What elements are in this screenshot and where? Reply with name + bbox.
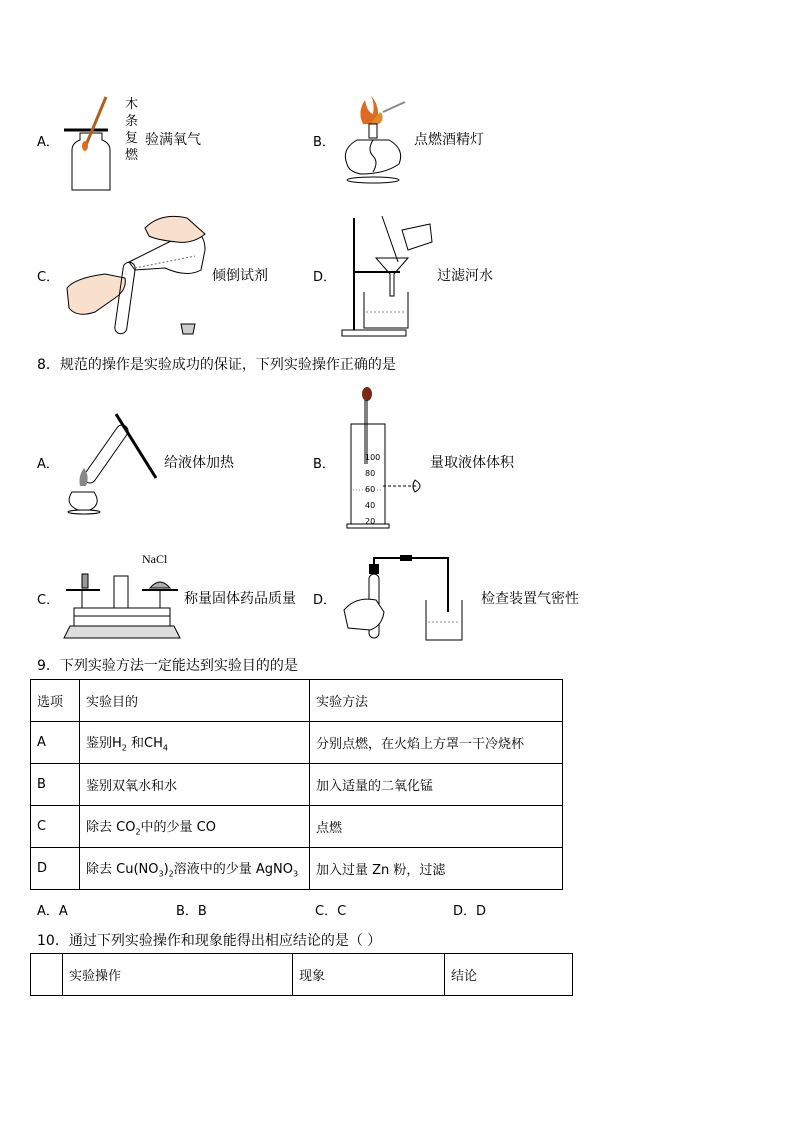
- q7-option-c-caption: 倾倒试剂: [212, 268, 268, 284]
- q8-stem: 8．规范的操作是实验成功的保证，下列实验操作正确的是: [37, 357, 396, 373]
- nacl-label: NaCl: [142, 552, 168, 566]
- heating-liquid-figure: [60, 410, 160, 515]
- row-purpose: 除去 $CO_2$中的少量 CO: [80, 806, 310, 848]
- header-operation: 实验操作: [63, 954, 293, 996]
- row-purpose: 除去 $Cu(NO_3)_2$溶液中的少量 AgNO$_3$: [80, 848, 310, 890]
- balance-figure: [62, 568, 182, 644]
- table-row: [31, 722, 563, 764]
- q7-option-b-letter: B．: [313, 135, 335, 150]
- header-method: 实验方法: [310, 680, 563, 722]
- oxygen-bottle-figure: [62, 95, 132, 195]
- q7-option-a-caption: 验满氧气: [145, 132, 201, 148]
- q8-option-b-caption: 量取液体体积: [430, 455, 514, 471]
- q9-choice-a: A．A: [37, 904, 68, 919]
- row-purpose: 鉴别$H_2$ 和$CH_4$: [80, 722, 310, 764]
- q9-stem: 9．下列实验方法一定能达到实验目的的是: [37, 658, 298, 674]
- q8-option-d-letter: D．: [313, 593, 337, 608]
- graduated-cylinder-figure: [345, 384, 430, 532]
- header-blank: [31, 954, 63, 996]
- row-option: A: [31, 722, 80, 764]
- q9-choice-b: B．B: [176, 904, 207, 919]
- header-option: 选项: [31, 680, 80, 722]
- q9-choice-d: D．D: [453, 904, 487, 919]
- header-phenomenon: 现象: [293, 954, 445, 996]
- q9-choice-c: C．C: [315, 904, 347, 919]
- row-option: B: [31, 764, 80, 806]
- table-row: [31, 764, 563, 806]
- table-header-row: [31, 954, 573, 996]
- table-row: [31, 806, 563, 848]
- row-method: 加入过量 Zn 粉，过滤: [310, 848, 563, 890]
- q7-option-b-caption: 点燃酒精灯: [414, 132, 484, 148]
- header-conclusion: 结论: [445, 954, 573, 996]
- cylinder-scale: 100 80 60 40 20: [365, 453, 381, 526]
- filtration-figure: [340, 212, 435, 340]
- row-method: 加入适量的二氧化锰: [310, 764, 563, 806]
- q8-option-b-letter: B．: [313, 457, 335, 472]
- table-row: [31, 848, 563, 890]
- row-purpose: 鉴别双氧水和水: [80, 764, 310, 806]
- airtightness-figure: [342, 552, 472, 644]
- header-purpose: 实验目的: [80, 680, 310, 722]
- table-header-row: [31, 680, 563, 722]
- row-method: 点燃: [310, 806, 563, 848]
- q7-option-c-letter: C．: [37, 270, 60, 285]
- q8-option-a-letter: A．: [37, 457, 59, 472]
- row-method: 分别点燃，在火焰上方罩一干冷烧杯: [310, 722, 563, 764]
- q10-stem: 10．通过下列实验操作和现象能得出相应结论的是（ ）: [37, 933, 382, 949]
- q7-option-d-caption: 过滤河水: [437, 268, 493, 284]
- alcohol-lamp-figure: [335, 94, 415, 184]
- wood-strip-label: 木 条 复 燃: [125, 97, 139, 163]
- q7-option-a-letter: A．: [37, 135, 59, 150]
- q8-option-a-caption: 给液体加热: [164, 455, 234, 471]
- row-option: D: [31, 848, 80, 890]
- q8-option-c-letter: C．: [37, 593, 60, 608]
- q7-option-d-letter: D．: [313, 270, 337, 285]
- q10-table: [30, 953, 573, 996]
- row-option: C: [31, 806, 80, 848]
- q8-option-c-caption: 称量固体药品质量: [184, 591, 296, 607]
- q9-table: [30, 679, 563, 890]
- pouring-reagent-figure: [65, 208, 215, 340]
- q8-option-d-caption: 检查装置气密性: [481, 591, 579, 607]
